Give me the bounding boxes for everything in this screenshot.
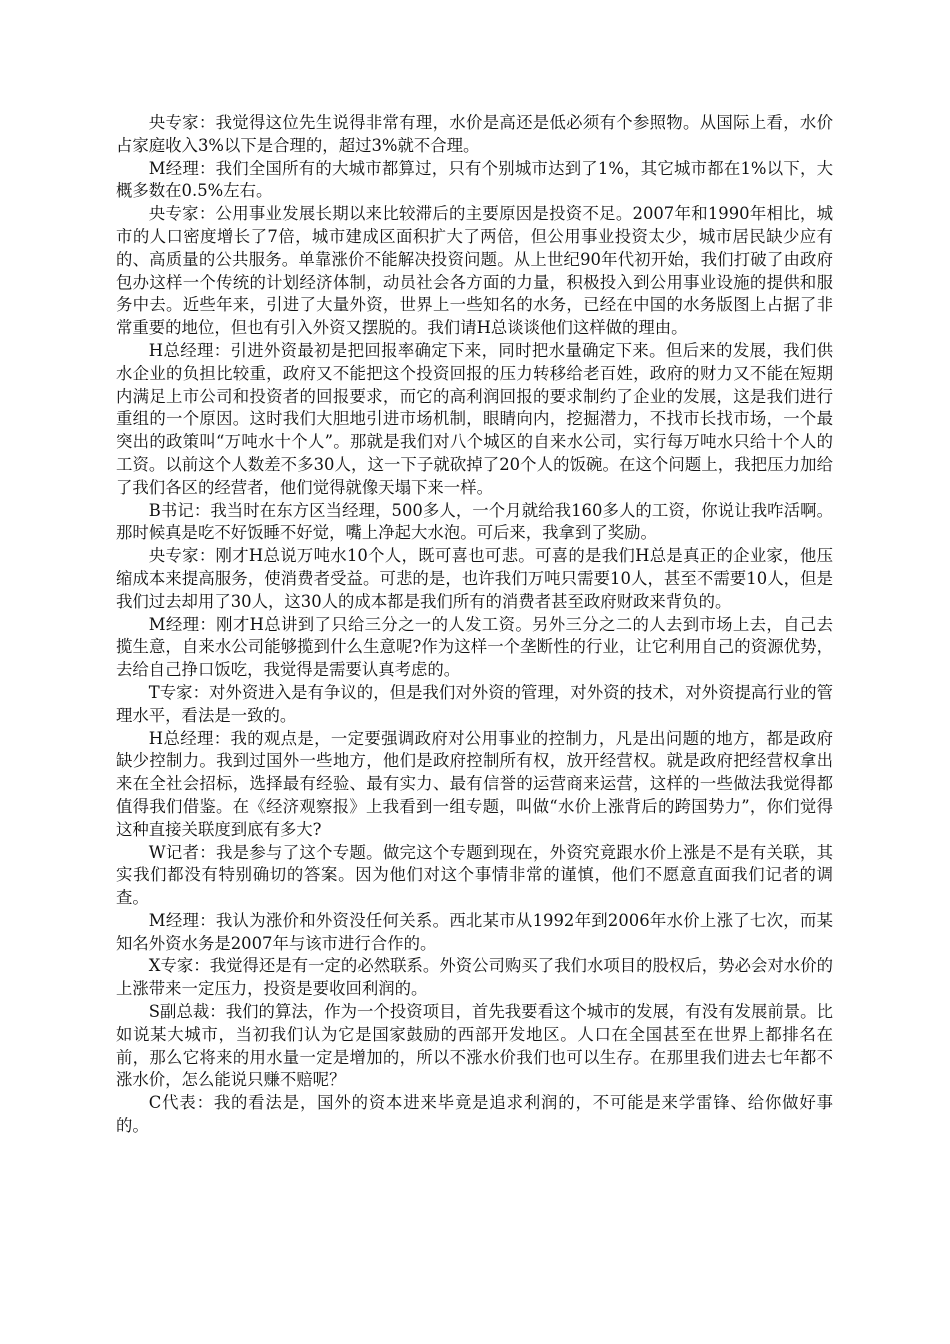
paragraph-8: T专家：对外资进入是有争议的，但是我们对外资的管理，对外资的技术，对外资提高行业的管理水平，看法是一致的。 <box>116 682 833 725</box>
paragraph-1: 央专家：我觉得这位先生说得非常有理，水价是高还是低必须有个参照物。从国际上看，水价占家庭收入3%以下是合理的，超过3%就不合理。 <box>116 113 833 155</box>
paragraph-11: M经理：我认为涨价和外资没任何关系。西北某市从1992年到2006年水价上涨了七次，而某知名外资水务是2007年与该市进行合作的。 <box>116 910 833 953</box>
paragraph-9: H总经理：我的观点是，一定要强调政府对公用事业的控制力，凡是出问题的地方，都是政府缺少控制力。我到过国外一些地方，他们是政府控制所有权，放开经营权。就是政府把经营权拿出来在全社会招标，选择最有经验、最有实力、最有信誉的运营商来运营，这样的一些做法我觉得都值得我们借鉴。在《经济观察报》上我看到一组专题，叫做“水价上涨背后的跨国势力”，你们觉得这种直接关联度到底有多大? <box>116 728 833 839</box>
document-body <box>116 112 833 1138</box>
paragraph-10: W记者：我是参与了这个专题。做完这个专题到现在，外资究竟跟水价上涨是不是有关联，其实我们都没有特别确切的答案。因为他们对这个事情非常的谨慎，他们不愿意直面我们记者的调查。 <box>116 842 833 908</box>
paragraph-6: 央专家：刚才H总说万吨水10个人，既可喜也可悲。可喜的是我们H总是真正的企业家，他压缩成本来提高服务，使消费者受益。可悲的是，也许我们万吨只需要10人，甚至不需要10人，但是我们过去却用了30人，这30人的成本都是我们所有的消费者甚至政府财政来背负的。 <box>116 546 833 611</box>
paragraph-3: 央专家：公用事业发展长期以来比较滞后的主要原因是投资不足。2007年和1990年相比，城市的人口密度增长了7倍，城市建成区面积扩大了两倍，但公用事业投资太少，城市居民缺少应有的、高质量的公共服务。单靠涨价不能解决投资问题。从上世纪90年代初开始，我们打破了由政府包办这样一个传统的计划经济体制，动员社会各方面的力量，积极投入到公用事业设施的提供和服务中去。近些年来，引进了大量外资，世界上一些知名的水务，已经在中国的水务版图上占据了非常重要的地位，但也有引入外资又摆脱的。我们请H总谈谈他们这样做的理由。 <box>116 204 833 338</box>
paragraph-14: C代表：我的看法是，国外的资本进来毕竟是追求利润的，不可能是来学雷锋、给你做好事的。 <box>116 1093 833 1136</box>
paragraph-4: H总经理：引进外资最初是把回报率确定下来，同时把水量确定下来。但后来的发展，我们供水企业的负担比较重，政府又不能把这个投资回报的压力转移给老百姓，政府的财力又不能在短期内满足上市公司和投资者的回报要求，而它的高利润回报的要求制约了企业的发展，这是我们进行重组的一个原因。这时我们大胆地引进市场机制，眼睛向内，挖掘潜力，不找市长找市场，一个最突出的政策叫“万吨水十个人”。那就是我们对八个城区的自来水公司，实行每万吨水只给十个人的工资。以前这个人数差不多30人，这一下子就砍掉了20个人的饭碗。在这个问题上，我把压力加给了我们各区的经营者，他们觉得就像天塌下来一样。 <box>116 340 833 497</box>
paragraph-7: M经理：刚才H总讲到了只给三分之一的人发工资。另外三分之二的人去到市场上去，自己去揽生意，自来水公司能够揽到什么生意呢?作为这样一个垄断性的行业，让它利用自己的资源优势，去给自己挣口饭吃，我觉得是需要认真考虑的。 <box>116 614 833 680</box>
paragraph-13: S副总裁：我们的算法，作为一个投资项目，首先我要看这个城市的发展，有没有发展前景。比如说某大城市，当初我们认为它是国家鼓励的西部开发地区。人口在全国甚至在世界上都排名在前，那么它将来的用水量一定是增加的，所以不涨水价我们也可以生存。在那里我们进去七年都不涨水价，怎么能说只赚不赔呢？ <box>116 1002 833 1090</box>
paragraph-2: M经理：我们全国所有的大城市都算过，只有个别城市达到了1%，其它城市都在1%以下，大概多数在0.5%左右。 <box>116 158 833 201</box>
paragraph-5: B书记：我当时在东方区当经理，500多人，一个月就给我160多人的工资，你说让我咋活啊。那时候真是吃不好饭睡不好觉，嘴上净起大水泡。可后来，我拿到了奖励。 <box>116 500 833 543</box>
paragraph-12: X专家：我觉得还是有一定的必然联系。外资公司购买了我们水项目的股权后，势必会对水价的上涨带来一定压力，投资是要收回利润的。 <box>116 956 833 999</box>
